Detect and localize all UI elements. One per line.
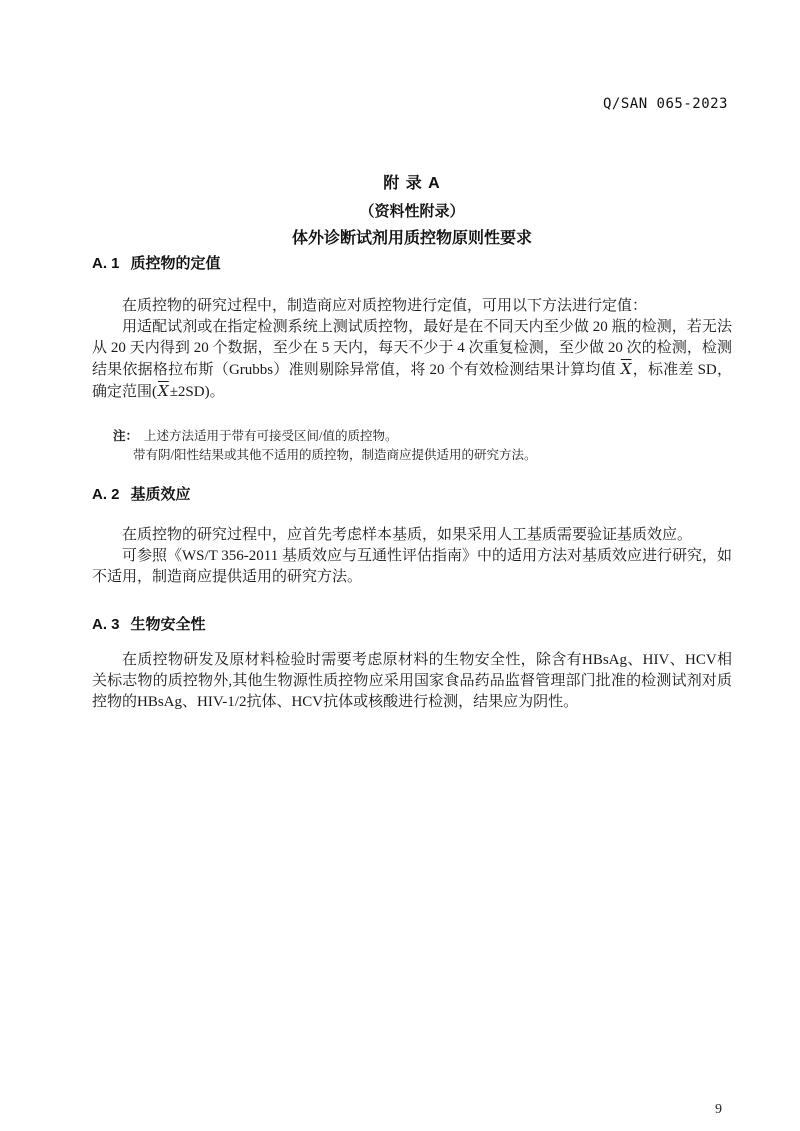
section-title-a2: 基质效应 xyxy=(130,486,191,503)
paragraph: 在质控物的研究过程中，制造商应对质控物进行定值，可用以下方法进行定值： xyxy=(122,298,648,314)
section-number-a1: A. 1 xyxy=(92,255,120,272)
paragraph: 用适配试剂或在指定检测系统上测试质控物，最好是在不同天内至少做 20 瓶的检测，若无法从 20 天内得到 20 个数据，至少在 5 天内，每天不少于 4 次重复检测，至少做 20 次的检测，检测结果依据格拉布斯（Grubbs）准则剔除异常值，将 20 个有效检测结果计算均值 $\overline{X}$，标准差 SD，确定范围$(\overline{X}\pm 2SD)$。 xyxy=(92,319,732,400)
section-heading-a1 xyxy=(92,252,221,273)
section-heading-a2 xyxy=(92,483,191,504)
section-a1-body xyxy=(92,296,732,403)
document-code: Q/SAN 065-2023 xyxy=(602,96,728,112)
paragraph: 在质控物研发及原材料检验时需要考虑原材料的生物安全性，除含有HBsAg、HIV、HCV相关标志物的质控物外,其他生物源性质控物应采用国家食品药品监督管理部门批准的检测试剂对质控物的HBsAg、HIV-1/2抗体、HCV抗体或核酸进行检测，结果应为阴性。 xyxy=(92,652,732,710)
note-block xyxy=(113,427,713,465)
paragraph: 在质控物的研究过程中，应首先考虑样本基质，如果采用人工基质需要验证基质效应。 xyxy=(122,527,693,543)
appendix-subtitle: （资料性附录） xyxy=(359,203,465,220)
section-number-a2: A. 2 xyxy=(92,486,120,503)
section-title-a1: 质控物的定值 xyxy=(130,255,221,272)
page-number: 9 xyxy=(715,1102,722,1117)
section-heading-a3 xyxy=(92,613,206,634)
section-title-a3: 生物安全性 xyxy=(130,616,206,633)
appendix-title-block xyxy=(92,170,732,248)
appendix-title: 附 录 A xyxy=(383,175,441,192)
note-line: 带有阴/阳性结果或其他不适用的质控物，制造商应提供适用的研究方法。 xyxy=(133,448,537,462)
appendix-heading: 体外诊断试剂用质控物原则性要求 xyxy=(291,230,532,247)
section-number-a3: A. 3 xyxy=(92,616,120,633)
note-line xyxy=(113,427,713,446)
paragraph: 可参照《WS/T 356-2011 基质效应与互通性评估指南》中的适用方法对基质效应进行研究，如不适用，制造商应提供适用的研究方法。 xyxy=(92,548,733,585)
section-a2-body xyxy=(92,525,732,588)
note-label: 注： xyxy=(113,429,139,443)
note-text: 上述方法适用于带有可接受区间/值的质控物。 xyxy=(144,429,398,443)
section-a3-body xyxy=(92,650,732,713)
